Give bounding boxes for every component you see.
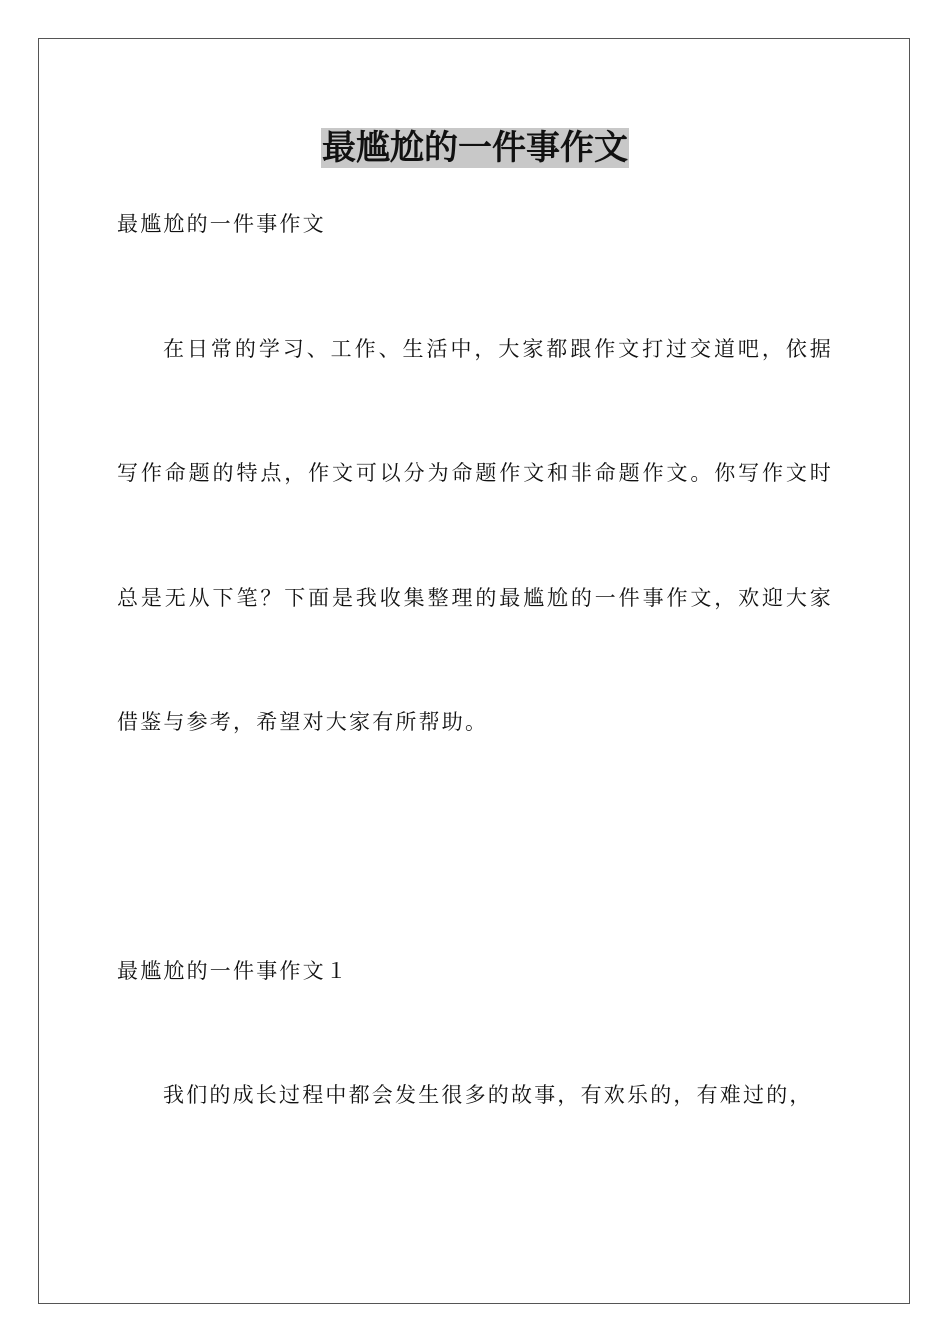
intro-paragraph-line: 在日常的学习、工作、生活中，大家都跟作文打过交道吧，依据	[163, 337, 833, 361]
document-subtitle: 最尴尬的一件事作文	[117, 212, 326, 236]
intro-paragraph-line: 借鉴与参考，希望对大家有所帮助。	[117, 710, 489, 734]
intro-paragraph-line: 总是无从下笔？下面是我收集整理的最尴尬的一件事作文，欢迎大家	[117, 586, 833, 610]
document-title	[0, 126, 950, 170]
section-heading: 最尴尬的一件事作文１	[117, 959, 349, 983]
document-title-text: 最尴尬的一件事作文	[322, 128, 628, 168]
section-paragraph-line: 我们的成长过程中都会发生很多的故事，有欢乐的，有难过的，	[163, 1083, 813, 1107]
intro-paragraph-line: 写作命题的特点，作文可以分为命题作文和非命题作文。你写作文时	[117, 461, 833, 485]
